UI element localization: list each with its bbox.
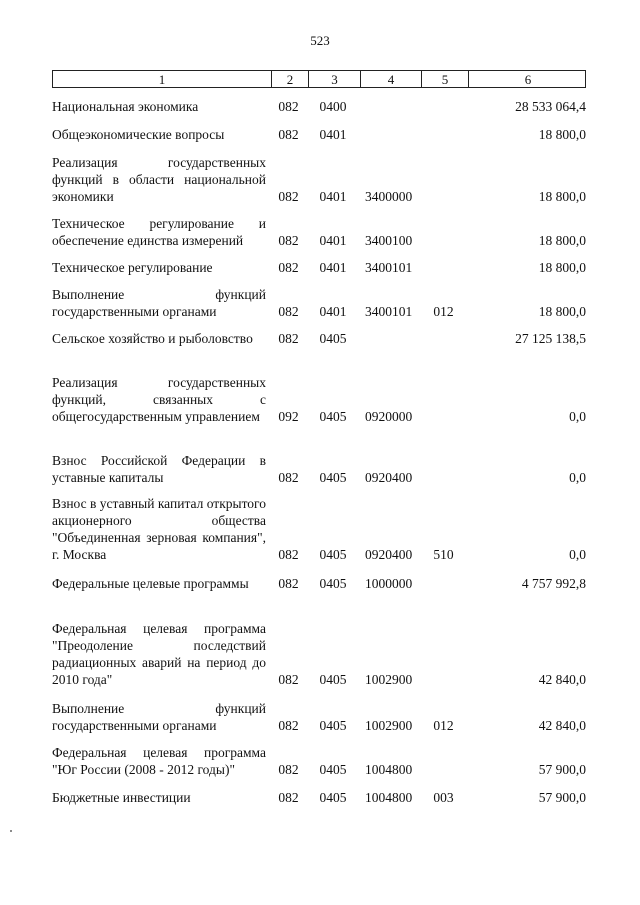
table-row (52, 789, 586, 806)
row-col-3: 0401 (319, 127, 347, 142)
row-name: Реализация государственных функций, связанных с общегосударственным управлением (52, 375, 266, 424)
row-name: Федеральная целевая программа "Преодоление последствий радиационных аварий на период до 2010 года" (52, 621, 266, 687)
row-col-3: 0401 (319, 189, 347, 204)
row-col-6: 42 840,0 (538, 718, 586, 733)
row-name: Взнос Российской Федерации в уставные капиталы (52, 453, 266, 485)
row-col-3: 0405 (319, 576, 347, 591)
row-name: Федеральная целевая программа "Юг России (2008 - 2012 годы)" (52, 745, 266, 777)
row-col-6: 18 800,0 (538, 233, 586, 248)
row-col-4: 3400000 (365, 189, 413, 204)
row-col-6: 18 800,0 (538, 189, 586, 204)
row-col-5: 510 (433, 547, 454, 562)
row-col-5: 012 (433, 718, 454, 733)
row-name: Техническое регулирование и обеспечение единства измерений (52, 216, 266, 248)
row-col-2: 082 (278, 189, 299, 204)
header-col-6: 6 (468, 71, 587, 88)
row-name: Техническое регулирование (52, 260, 213, 275)
row-col-6: 0,0 (569, 409, 586, 424)
row-col-6: 57 900,0 (538, 762, 586, 777)
row-col-4: 0920400 (365, 547, 413, 562)
row-name: Сельское хозяйство и рыболовство (52, 331, 253, 346)
row-col-4: 3400101 (365, 260, 413, 275)
row-col-6: 18 800,0 (538, 260, 586, 275)
row-col-4: 0920000 (365, 409, 413, 424)
row-col-3: 0405 (319, 331, 347, 346)
header-col-1: 1 (158, 72, 166, 87)
row-col-2: 082 (278, 233, 299, 248)
row-col-3: 0401 (319, 233, 347, 248)
row-col-6: 0,0 (569, 470, 586, 485)
row-col-5: 003 (433, 790, 454, 805)
row-col-3: 0401 (319, 260, 347, 275)
row-col-2: 082 (278, 99, 299, 114)
row-col-2: 082 (278, 331, 299, 346)
row-col-6: 0,0 (569, 547, 586, 562)
table-row (52, 98, 586, 115)
table-row (52, 744, 586, 778)
row-col-2: 082 (278, 762, 299, 777)
scan-speck (10, 830, 12, 832)
row-col-4: 1002900 (365, 672, 413, 687)
row-col-2: 082 (278, 470, 299, 485)
row-col-3: 0405 (319, 762, 347, 777)
row-col-6: 4 757 992,8 (521, 576, 586, 591)
row-col-2: 092 (278, 409, 299, 424)
row-col-2: 082 (278, 304, 299, 319)
row-name: Взнос в уставный капитал открытого акционерного общества "Объединенная зерновая компания", г. Москва (52, 496, 267, 562)
row-col-3: 0405 (319, 790, 347, 805)
row-col-4: 1004800 (365, 762, 413, 777)
row-name: Федеральные целевые программы (52, 576, 249, 591)
row-col-4: 0920400 (365, 470, 413, 485)
row-col-3: 0405 (319, 718, 347, 733)
row-col-3: 0401 (319, 304, 347, 319)
row-col-2: 082 (278, 547, 299, 562)
row-col-3: 0405 (319, 470, 347, 485)
table-row (52, 215, 586, 249)
header-col-2: 2 (271, 71, 308, 88)
row-col-2: 082 (278, 260, 299, 275)
row-name: Национальная экономика (52, 99, 199, 114)
table-row (52, 620, 586, 688)
row-col-2: 082 (278, 718, 299, 733)
table-row (52, 700, 586, 734)
header-col-3: 3 (308, 71, 360, 88)
budget-table (52, 70, 586, 805)
header-col-4: 4 (360, 71, 421, 88)
table-row (52, 330, 586, 347)
header-col-5: 5 (421, 71, 468, 88)
row-col-3: 0400 (319, 99, 347, 114)
row-name: Выполнение функций государственными органами (52, 287, 266, 319)
row-col-6: 42 840,0 (538, 672, 586, 687)
page-number: 523 (310, 33, 330, 48)
row-col-6: 18 800,0 (538, 304, 586, 319)
row-col-2: 082 (278, 672, 299, 687)
row-col-3: 0405 (319, 672, 347, 687)
row-col-5: 012 (433, 304, 454, 319)
row-name: Выполнение функций государственными органами (52, 701, 266, 733)
table-row (52, 495, 586, 563)
table-row (52, 286, 586, 320)
row-name: Бюджетные инвестиции (52, 790, 191, 805)
row-col-2: 082 (278, 127, 299, 142)
row-col-4: 1000000 (365, 576, 413, 591)
row-col-4: 1004800 (365, 790, 413, 805)
row-name: Общеэкономические вопросы (52, 127, 225, 142)
table-header (52, 70, 586, 88)
row-col-2: 082 (278, 576, 299, 591)
row-name: Реализация государственных функций в области национальной экономики (52, 155, 266, 204)
table-row (52, 575, 586, 592)
table-row (52, 452, 586, 486)
row-col-4: 1002900 (365, 718, 413, 733)
row-col-6: 18 800,0 (538, 127, 586, 142)
table-row (52, 259, 586, 276)
table-row (52, 126, 586, 143)
table-row (52, 374, 586, 425)
row-col-4: 3400101 (365, 304, 413, 319)
row-col-6: 27 125 138,5 (515, 331, 586, 346)
row-col-6: 57 900,0 (538, 790, 586, 805)
table-row (52, 154, 586, 205)
row-col-6: 28 533 064,4 (515, 99, 586, 114)
row-col-3: 0405 (319, 547, 347, 562)
row-col-4: 3400100 (365, 233, 413, 248)
row-col-3: 0405 (319, 409, 347, 424)
row-col-2: 082 (278, 790, 299, 805)
